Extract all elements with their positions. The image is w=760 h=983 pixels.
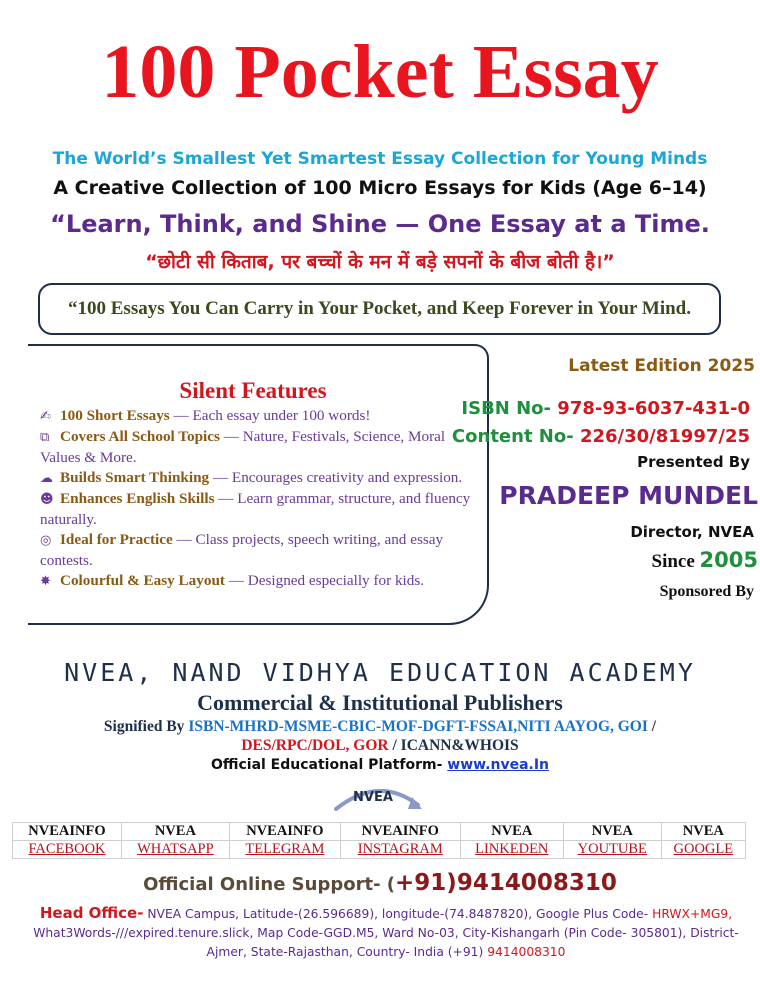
signified-line-2 bbox=[0, 737, 760, 755]
publisher-type: Commercial & Institutional Publishers bbox=[197, 690, 563, 715]
telegram-link[interactable]: TELEGRAM bbox=[229, 841, 340, 859]
support-label: Official Online Support- ( bbox=[143, 874, 396, 895]
plus-code: HRWX+MG9, bbox=[652, 907, 733, 921]
hindi-line: “छोटी सी किताब, पर बच्चों के मन में बड़े सपनों के बीज बोती है।” bbox=[145, 251, 615, 273]
social-handle: NVEA bbox=[661, 823, 745, 841]
social-handle: NVEAINFO bbox=[340, 823, 460, 841]
isbn-label: ISBN No- bbox=[461, 398, 558, 419]
since-label: Since bbox=[651, 551, 700, 572]
feature-head: Colourful & Easy Layout bbox=[60, 572, 225, 589]
content-number bbox=[452, 426, 750, 447]
presented-by: Presented By bbox=[637, 453, 750, 471]
speaking-head-icon: ☻ bbox=[40, 492, 54, 507]
google-link[interactable]: GOOGLE bbox=[661, 841, 745, 859]
edition-label: Latest Edition 2025 bbox=[568, 356, 755, 376]
features-list bbox=[40, 406, 475, 592]
writing-hand-icon: ✍ bbox=[40, 409, 51, 424]
facebook-link[interactable]: FACEBOOK bbox=[13, 841, 122, 859]
isbn-value: 978-93-6037-431-0 bbox=[557, 398, 750, 419]
academy-name: NVEA, NAND VIDHYA EDUCATION ACADEMY bbox=[64, 658, 696, 687]
feature-head: Enhances English Skills bbox=[60, 490, 215, 507]
social-header-row bbox=[13, 823, 746, 841]
office-address: NVEA Campus, Latitude-(26.596689), longitude-(74.8487820), Google Plus Code- bbox=[143, 907, 653, 921]
feature-head: Ideal for Practice bbox=[60, 531, 173, 548]
feature-item bbox=[40, 530, 475, 571]
feature-item bbox=[40, 406, 475, 427]
feature-head: Builds Smart Thinking bbox=[60, 469, 210, 486]
author-role: Director, NVEA bbox=[630, 523, 754, 541]
since bbox=[652, 548, 758, 573]
feature-item bbox=[40, 489, 475, 530]
signified-label: Signified By bbox=[103, 718, 189, 735]
social-handle: NVEAINFO bbox=[13, 823, 122, 841]
social-link-row bbox=[13, 841, 746, 859]
head-office bbox=[16, 904, 756, 962]
target-icon: ◎ bbox=[40, 533, 52, 548]
thought-bubble-icon: ☁ bbox=[40, 471, 53, 486]
office-address-2: What3Words-///expired.tenure.slick, Map Code-GGD.M5, Ward No-03, City-Kishangarh (Pin Code- 305801), District-Ajmer, State-Rajasthan, Country- India (+91) bbox=[33, 926, 739, 959]
signified-red: DES/RPC/DOL, GOR bbox=[241, 737, 389, 754]
social-table bbox=[12, 822, 746, 859]
content-value: 226/30/81997/25 bbox=[579, 426, 750, 447]
signified-slash-2: / bbox=[388, 737, 401, 754]
feature-head: Covers All School Topics bbox=[60, 428, 220, 445]
isbn bbox=[461, 398, 750, 419]
office-phone: 9414008310 bbox=[487, 945, 566, 959]
social-handle: NVEA bbox=[563, 823, 661, 841]
feature-text: — Designed especially for kids. bbox=[224, 572, 425, 589]
feature-item bbox=[40, 468, 475, 489]
author-name: PRADEEP MUNDEL bbox=[499, 481, 758, 510]
social-handle: NVEA bbox=[460, 823, 563, 841]
platform-line bbox=[0, 757, 760, 773]
social-handle: NVEA bbox=[121, 823, 229, 841]
quote-box: “100 Essays You Can Carry in Your Pocket, and Keep Forever in Your Mind. bbox=[38, 283, 721, 335]
platform-label: Official Educational Platform- bbox=[210, 757, 448, 773]
tagline: The World’s Smallest Yet Smartest Essay Collection for Young Minds bbox=[52, 149, 708, 169]
feature-text: — Encourages creativity and expression. bbox=[209, 469, 463, 486]
nvea-badge: NVEA bbox=[353, 790, 393, 805]
online-support bbox=[0, 870, 760, 896]
subtitle: A Creative Collection of 100 Micro Essays for Kids (Age 6–14) bbox=[53, 177, 707, 199]
feature-text: — Learn grammar, structure, and fluency naturally. bbox=[40, 490, 471, 528]
feature-text: — Each essay under 100 words! bbox=[169, 407, 371, 424]
feature-text: — Nature, Festivals, Science, Moral Values & More. bbox=[40, 428, 446, 466]
features-title: Silent Features bbox=[179, 378, 327, 403]
whatsapp-link[interactable]: WHATSAPP bbox=[121, 841, 229, 859]
feature-head: 100 Short Essays bbox=[60, 407, 170, 424]
content-label: Content No- bbox=[451, 426, 580, 447]
feature-item bbox=[40, 571, 475, 592]
signified-blue: ISBN-MHRD-MSME-CBIC-MOF-DGFT-FSSAI,NITI AAYOG, GOI bbox=[188, 718, 648, 735]
social-handle: NVEAINFO bbox=[229, 823, 340, 841]
sparkle-icon: ✸ bbox=[40, 574, 51, 589]
book-title: 100 Pocket Essay bbox=[101, 30, 659, 114]
linkedin-link[interactable]: LINKEDEN bbox=[460, 841, 563, 859]
motto: “Learn, Think, and Shine — One Essay at a Time. bbox=[50, 210, 710, 238]
youtube-link[interactable]: YOUTUBE bbox=[563, 841, 661, 859]
instagram-link[interactable]: INSTAGRAM bbox=[340, 841, 460, 859]
signified-line bbox=[0, 718, 760, 736]
feature-item bbox=[40, 427, 475, 468]
sponsored-by: Sponsored By bbox=[659, 583, 754, 600]
office-label: Head Office- bbox=[39, 904, 144, 922]
signified-navy: ICANN&WHOIS bbox=[400, 737, 519, 754]
since-year: 2005 bbox=[699, 548, 758, 572]
signified-slash: / bbox=[647, 718, 657, 735]
feature-text: — Class projects, speech writing, and essay contests. bbox=[40, 531, 444, 569]
books-icon: ⧉ bbox=[40, 430, 50, 445]
support-phone: +91)9414008310 bbox=[395, 870, 617, 896]
platform-link[interactable]: www.nvea.In bbox=[447, 757, 550, 773]
